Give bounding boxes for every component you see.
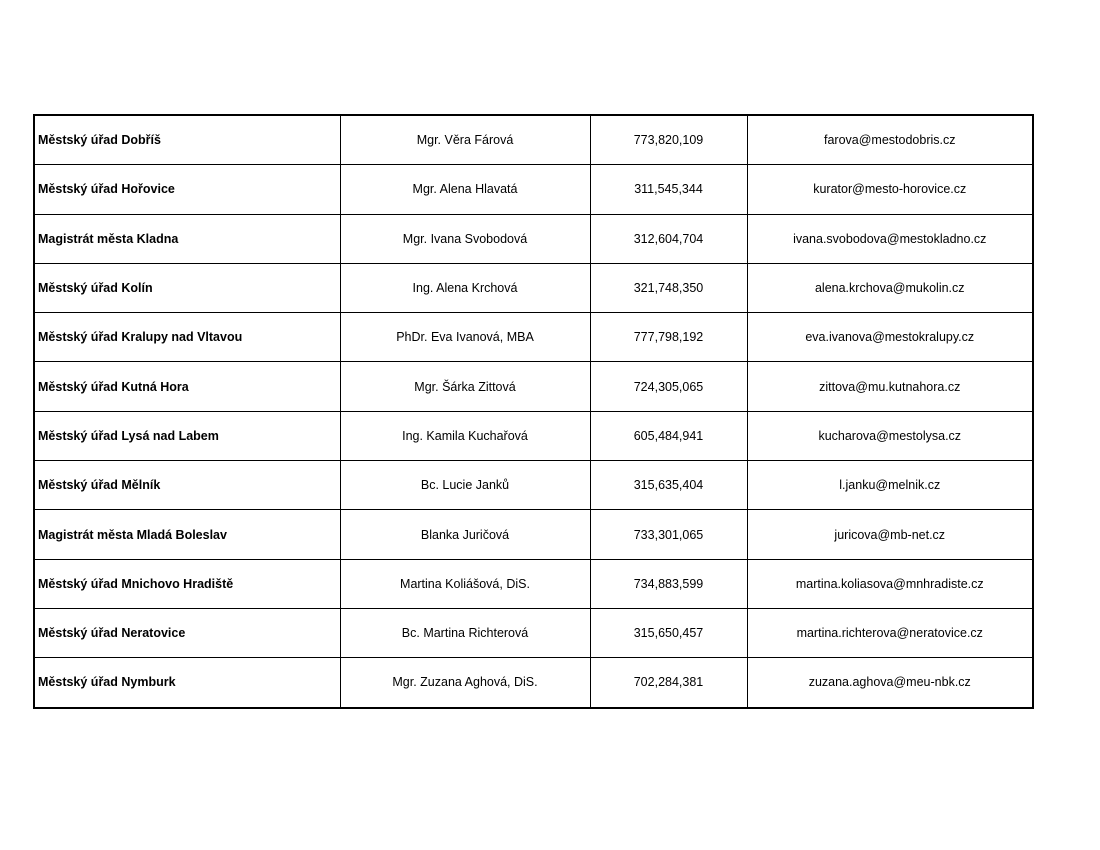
phone-cell: 773,820,109 bbox=[590, 115, 747, 165]
phone-cell: 311,545,344 bbox=[590, 165, 747, 214]
email-cell: l.janku@melnik.cz bbox=[747, 461, 1033, 510]
contact-person-cell: Blanka Juričová bbox=[340, 510, 590, 559]
phone-cell: 315,635,404 bbox=[590, 461, 747, 510]
contact-person-cell: PhDr. Eva Ivanová, MBA bbox=[340, 313, 590, 362]
table-row bbox=[34, 608, 1033, 657]
table-row bbox=[34, 411, 1033, 460]
table-row bbox=[34, 362, 1033, 411]
contact-table bbox=[33, 114, 1034, 709]
contact-person-cell: Mgr. Šárka Zittová bbox=[340, 362, 590, 411]
email-cell: kurator@mesto-horovice.cz bbox=[747, 165, 1033, 214]
office-name-cell: Městský úřad Neratovice bbox=[34, 608, 340, 657]
office-name-cell: Městský úřad Mělník bbox=[34, 461, 340, 510]
table-row bbox=[34, 658, 1033, 708]
office-name-cell: Městský úřad Dobříš bbox=[34, 115, 340, 165]
email-cell: ivana.svobodova@mestokladno.cz bbox=[747, 214, 1033, 263]
table-row bbox=[34, 214, 1033, 263]
contact-person-cell: Bc. Lucie Janků bbox=[340, 461, 590, 510]
table-row bbox=[34, 115, 1033, 165]
phone-cell: 321,748,350 bbox=[590, 263, 747, 312]
office-name-cell: Magistrát města Mladá Boleslav bbox=[34, 510, 340, 559]
email-cell: kucharova@mestolysa.cz bbox=[747, 411, 1033, 460]
email-cell: alena.krchova@mukolin.cz bbox=[747, 263, 1033, 312]
contact-person-cell: Bc. Martina Richterová bbox=[340, 608, 590, 657]
contact-person-cell: Ing. Kamila Kuchařová bbox=[340, 411, 590, 460]
email-cell: farova@mestodobris.cz bbox=[747, 115, 1033, 165]
email-cell: juricova@mb-net.cz bbox=[747, 510, 1033, 559]
phone-cell: 724,305,065 bbox=[590, 362, 747, 411]
email-cell: zittova@mu.kutnahora.cz bbox=[747, 362, 1033, 411]
contact-person-cell: Mgr. Ivana Svobodová bbox=[340, 214, 590, 263]
contact-person-cell: Mgr. Alena Hlavatá bbox=[340, 165, 590, 214]
phone-cell: 605,484,941 bbox=[590, 411, 747, 460]
phone-cell: 777,798,192 bbox=[590, 313, 747, 362]
office-name-cell: Městský úřad Nymburk bbox=[34, 658, 340, 708]
contact-person-cell: Ing. Alena Krchová bbox=[340, 263, 590, 312]
table-row bbox=[34, 165, 1033, 214]
table-row bbox=[34, 313, 1033, 362]
phone-cell: 315,650,457 bbox=[590, 608, 747, 657]
phone-cell: 312,604,704 bbox=[590, 214, 747, 263]
table-row bbox=[34, 559, 1033, 608]
table-row bbox=[34, 510, 1033, 559]
office-name-cell: Městský úřad Kutná Hora bbox=[34, 362, 340, 411]
office-name-cell: Městský úřad Mnichovo Hradiště bbox=[34, 559, 340, 608]
phone-cell: 734,883,599 bbox=[590, 559, 747, 608]
office-name-cell: Městský úřad Kralupy nad Vltavou bbox=[34, 313, 340, 362]
email-cell: martina.richterova@neratovice.cz bbox=[747, 608, 1033, 657]
office-name-cell: Městský úřad Lysá nad Labem bbox=[34, 411, 340, 460]
contact-person-cell: Mgr. Zuzana Aghová, DiS. bbox=[340, 658, 590, 708]
table-row bbox=[34, 461, 1033, 510]
contact-person-cell: Mgr. Věra Fárová bbox=[340, 115, 590, 165]
phone-cell: 733,301,065 bbox=[590, 510, 747, 559]
email-cell: eva.ivanova@mestokralupy.cz bbox=[747, 313, 1033, 362]
office-name-cell: Městský úřad Hořovice bbox=[34, 165, 340, 214]
email-cell: martina.koliasova@mnhradiste.cz bbox=[747, 559, 1033, 608]
office-name-cell: Magistrát města Kladna bbox=[34, 214, 340, 263]
email-cell: zuzana.aghova@meu-nbk.cz bbox=[747, 658, 1033, 708]
table-row bbox=[34, 263, 1033, 312]
phone-cell: 702,284,381 bbox=[590, 658, 747, 708]
office-name-cell: Městský úřad Kolín bbox=[34, 263, 340, 312]
contact-person-cell: Martina Koliášová, DiS. bbox=[340, 559, 590, 608]
